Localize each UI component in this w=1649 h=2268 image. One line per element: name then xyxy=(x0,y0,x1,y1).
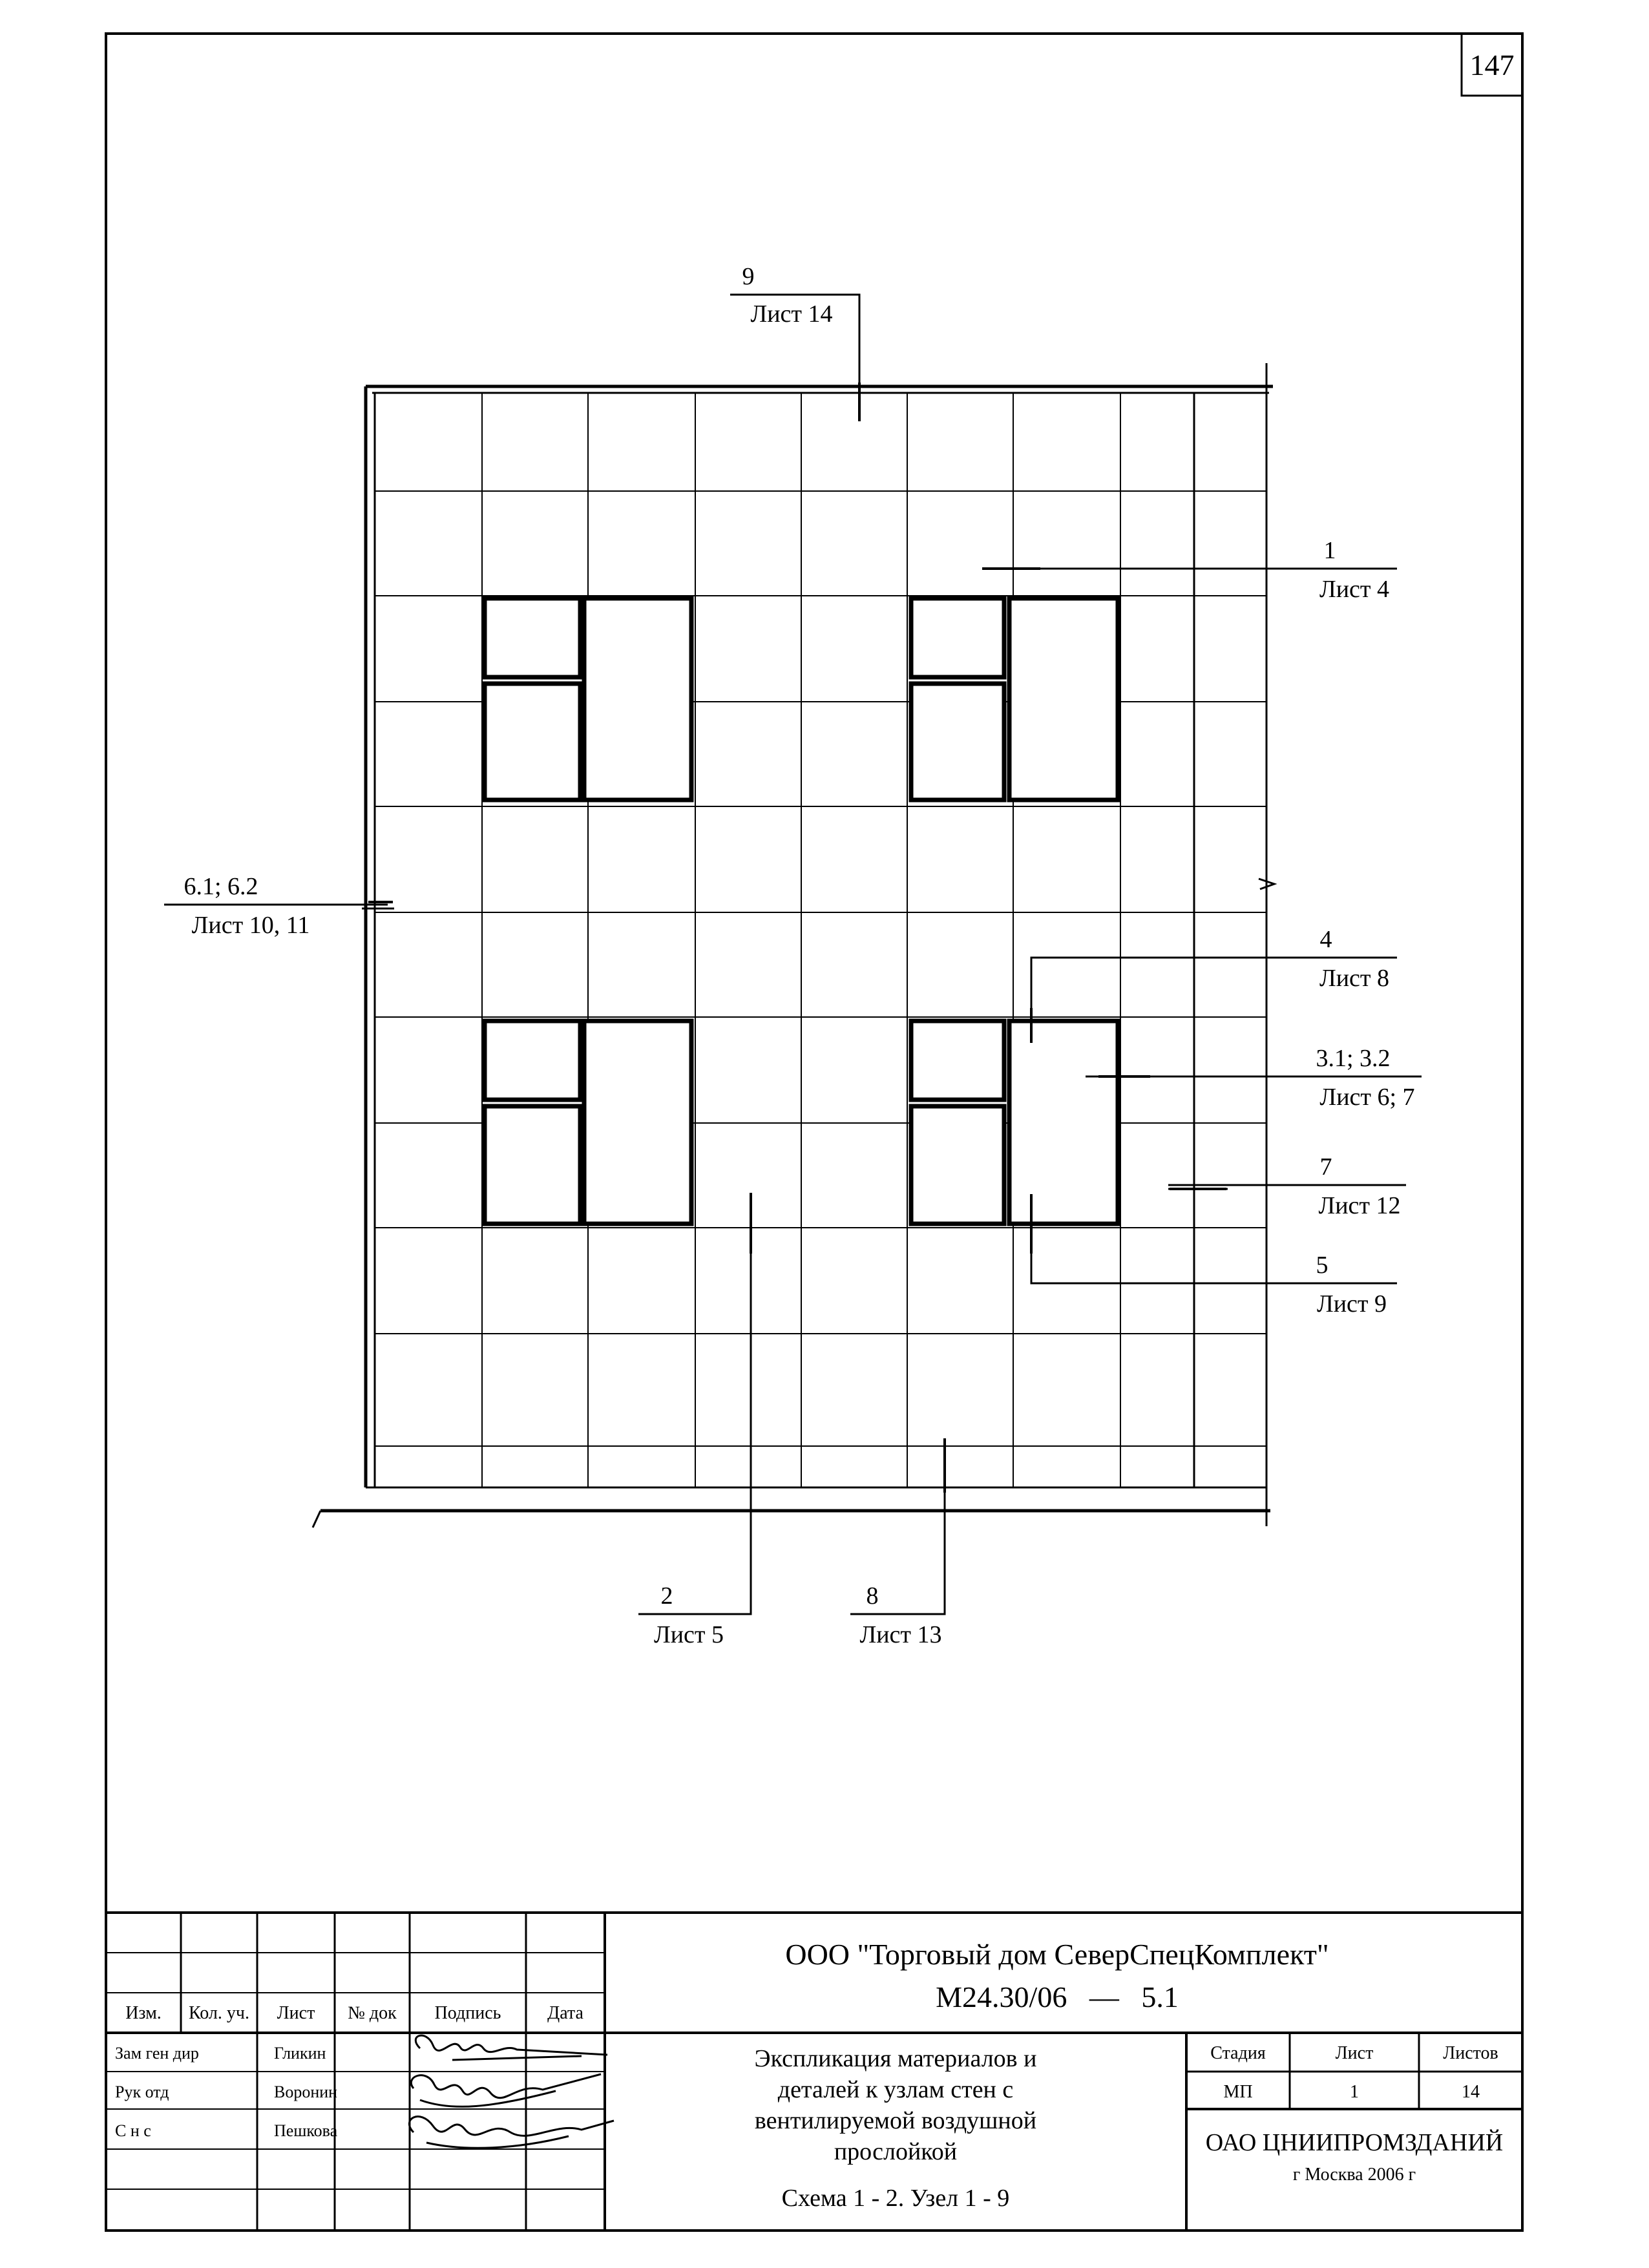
facade-elevation xyxy=(313,363,1274,1528)
tb-header-ndok: № док xyxy=(348,2003,397,2023)
callout-markers xyxy=(368,383,1226,1493)
callout-8-number: 8 xyxy=(866,1582,879,1610)
tb-stage-header: Стадия xyxy=(1210,2043,1266,2063)
window-bottom-right xyxy=(911,1021,1118,1224)
callout-3-1-3-2 xyxy=(1316,1045,1414,1111)
callout-1-sheet: Лист 4 xyxy=(1319,576,1390,603)
window-top-left xyxy=(485,598,691,800)
sheet-number: 147 xyxy=(1469,48,1515,81)
signature-1 xyxy=(415,2035,607,2060)
callout-2-number: 2 xyxy=(660,1582,673,1610)
tb-header-podpis: Подпись xyxy=(434,2003,501,2023)
tb-name-3: Пешкова xyxy=(274,2121,338,2140)
tb-sheets-value: 14 xyxy=(1462,2082,1480,2102)
callout-9-number: 9 xyxy=(742,263,755,290)
tb-sheet-header: Лист xyxy=(1335,2043,1374,2063)
tb-code: М24.30/06 — 5.1 xyxy=(936,1980,1179,2013)
tb-role-3: С н с xyxy=(115,2121,151,2140)
svg-text:вентилируемой воздушной: вентилируемой воздушной xyxy=(754,2107,1037,2134)
tb-header-list: Лист xyxy=(277,2003,315,2023)
callout-3-sheet: Лист 6; 7 xyxy=(1319,1084,1415,1111)
callout-7-sheet: Лист 12 xyxy=(1318,1192,1401,1219)
callout-leaders xyxy=(164,295,1422,1614)
callout-7 xyxy=(1318,1153,1400,1219)
tb-role-1: Зам ген дир xyxy=(115,2044,199,2063)
tb-org: ОАО ЦНИИПРОМЗДАНИЙ xyxy=(1205,2129,1504,2156)
svg-text:деталей к узлам стен с: деталей к узлам стен с xyxy=(777,2076,1014,2103)
callout-5-number: 5 xyxy=(1316,1252,1329,1279)
drawing-frame xyxy=(106,34,1522,2231)
callout-6-number: 6.1; 6.2 xyxy=(184,873,258,900)
signature-3 xyxy=(409,2117,614,2148)
tb-role-2: Рук отд xyxy=(115,2083,169,2101)
tb-name-2: Воронин xyxy=(274,2083,338,2101)
svg-text:Экспликация материалов и: Экспликация материалов и xyxy=(754,2045,1037,2072)
tb-description xyxy=(755,2045,1037,2212)
tb-city-year: г Москва 2006 г xyxy=(1292,2165,1416,2185)
callout-1 xyxy=(1319,537,1389,603)
tb-stage-value: МП xyxy=(1223,2082,1253,2102)
signature-2 xyxy=(411,2074,601,2106)
window-bottom-left xyxy=(485,1021,691,1224)
window-top-right xyxy=(911,598,1118,800)
callout-2 xyxy=(654,1582,724,1648)
tb-header-izm: Изм. xyxy=(125,2003,162,2023)
sheet-number-box xyxy=(1462,34,1522,96)
callout-6-sheet: Лист 10, 11 xyxy=(191,912,310,939)
callout-3-number: 3.1; 3.2 xyxy=(1316,1045,1391,1072)
svg-text:прослойкой: прослойкой xyxy=(834,2138,958,2165)
callout-8-sheet: Лист 13 xyxy=(859,1621,942,1648)
callout-8 xyxy=(859,1582,941,1648)
callout-1-number: 1 xyxy=(1323,537,1336,564)
tb-sheets-header: Листов xyxy=(1443,2043,1498,2063)
callout-2-sheet: Лист 5 xyxy=(653,1621,724,1648)
tb-company: ООО "Торговый дом СеверСпецКомплект" xyxy=(785,1938,1329,1971)
cladding-grid-verticals xyxy=(482,393,1120,1487)
callout-4 xyxy=(1319,926,1389,992)
tb-header-kol: Кол. уч. xyxy=(189,2003,249,2023)
callout-4-sheet: Лист 8 xyxy=(1319,965,1390,992)
tb-name-1: Гликин xyxy=(274,2044,326,2063)
callout-6-1-6-2 xyxy=(184,873,310,939)
callout-5-sheet: Лист 9 xyxy=(1316,1290,1387,1318)
callout-4-number: 4 xyxy=(1319,926,1332,953)
tb-header-data: Дата xyxy=(547,2003,583,2023)
callout-7-number: 7 xyxy=(1319,1153,1332,1181)
svg-text:Схема 1 - 2. Узел 1 - 9: Схема 1 - 2. Узел 1 - 9 xyxy=(781,2185,1010,2212)
callout-5 xyxy=(1316,1252,1387,1318)
callout-9-sheet: Лист 14 xyxy=(750,300,833,328)
tb-sheet-value: 1 xyxy=(1350,2082,1359,2102)
